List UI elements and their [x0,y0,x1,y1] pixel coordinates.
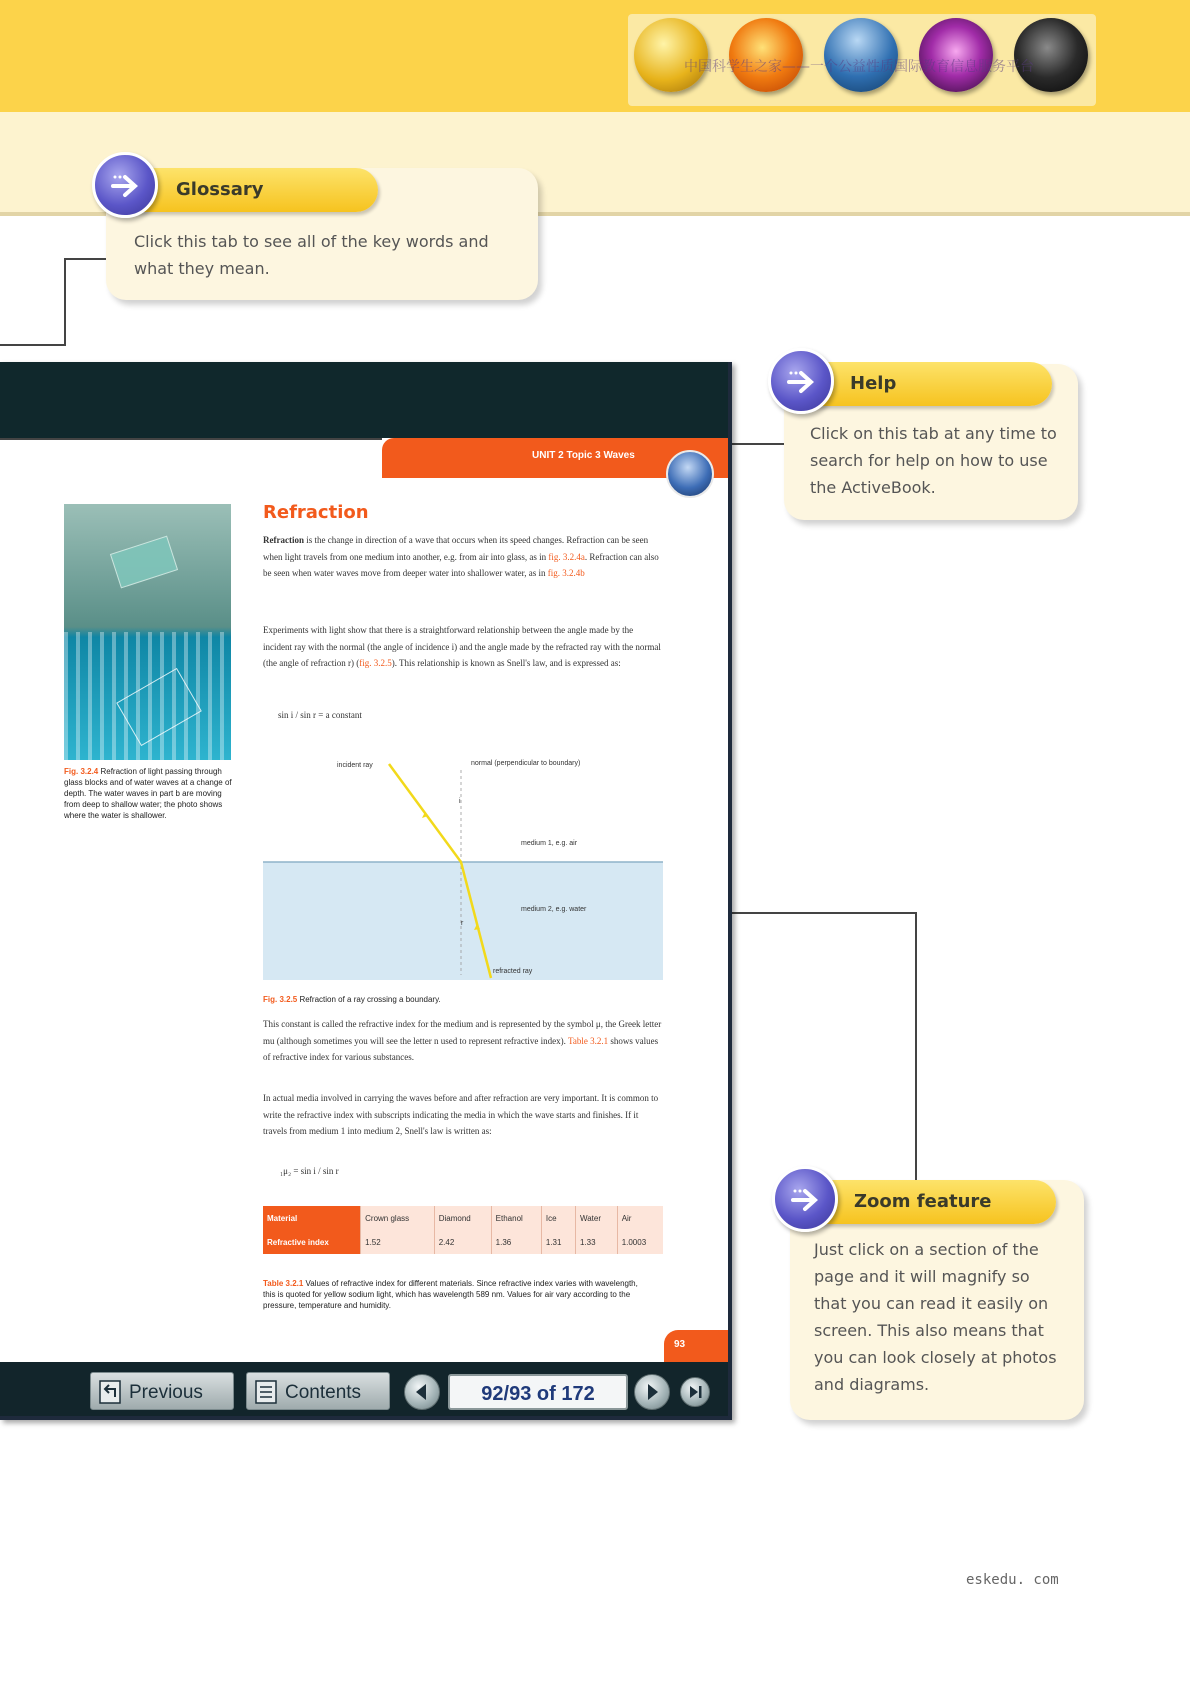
photo-caption [64,766,232,821]
book-toolbar [0,362,732,438]
table-cell: 1.52 [361,1230,435,1254]
diagram-graphic [263,750,663,990]
paragraph-text: . Refraction can also be seen when water waves move from deeper water into shallower water, as in [263,551,659,578]
table-link[interactable]: Table 3.2.1 [568,1035,609,1046]
unit-label: UNIT 2 Topic 3 Waves [532,450,635,461]
topic-image-4 [919,18,993,92]
paragraph-2[interactable] [263,622,663,672]
photo-caption-text: Refraction of light passing through glass blocks and of water waves at a change of depth. The water waves in part b are moving from deep to shallow water; the photo shows where the water is shallower. [64,767,232,820]
diagram-label: incident ray [337,762,373,769]
glossary-tab[interactable] [130,168,378,212]
refractive-index-formula: ₁μ₂ = sin i / sin r [280,1166,339,1176]
diagram-label: medium 1, e.g. air [521,840,578,847]
diagram-label: i [459,798,461,805]
table-header: Material [263,1206,361,1230]
figure-link[interactable]: fig. 3.2.4a [548,551,585,562]
figure-link[interactable]: fig. 3.2.4b [547,568,585,578]
table-cell: 1.36 [491,1230,541,1254]
refraction-photo[interactable] [64,504,231,760]
diagram-label: normal (perpendicular to boundary) [471,760,581,767]
table-caption [263,1278,643,1311]
navigation-bar [0,1362,732,1420]
table-cell: Air [617,1206,663,1230]
diagram-label: r [461,920,464,927]
previous-label: Previous [129,1382,203,1403]
paragraph-text: shows values of refractive index for various substances. [263,1035,659,1062]
figure-link[interactable]: fig. 3.2.5 [359,658,392,668]
diagram-label: medium 2, e.g. water [521,906,587,913]
connector-line [915,912,917,1180]
zoom-description: Just click on a section of the page and it will magnify so that you can read it easily on screen. This also means that you can look closely at photos and diagrams. [814,1240,1057,1394]
table-cell: 1.33 [575,1230,617,1254]
table-row [263,1206,663,1230]
refractive-index-table[interactable] [263,1206,663,1254]
paragraph-text: is the change in direction of a wave that occurs when its speed changes. Refraction can be seen when light travels from one medium into another, e.g. from air into glass, as in [263,535,649,562]
paragraph-text: In actual media involved in carrying the waves before and after refraction are very important. It is common to write the refractive index with subscripts indicating the media in which the wave starts and finishes. If it travels from medium 1 into medium 2, Snell's law is written as: [263,1093,659,1136]
diagram-caption-text: Refraction of a ray crossing a boundary. [297,995,441,1004]
contents-label: Contents [285,1382,362,1403]
zoom-arrow-icon[interactable] [772,1166,838,1232]
paragraph-text: ). This relationship is known as Snell's law, and is expressed as: [391,658,621,668]
glossary-arrow-icon[interactable] [92,152,158,218]
page-number: 93 [674,1339,686,1350]
contents-icon [255,1380,277,1404]
connector-line [0,344,66,346]
table-cell: 1.0003 [617,1230,663,1254]
activebook-window [0,362,732,1420]
table-cell: 2.42 [434,1230,491,1254]
skip-end-icon [681,1378,709,1406]
last-page-button[interactable] [680,1377,710,1407]
topic-image-2 [729,18,803,92]
table-caption-label: Table 3.2.1 [263,1279,304,1288]
paragraph-text: This constant is called the refractive index for the medium and is represented by the symbol μ, the Greek letter mu (although sometimes you will see the letter n used to represent refractive index). [263,1019,662,1046]
photo-caption-label: Fig. 3.2.4 [64,767,99,776]
diagram-caption [263,994,663,1005]
contents-button[interactable] [246,1372,390,1410]
refraction-diagram[interactable] [263,750,663,990]
table-cell: Water [575,1206,617,1230]
table-caption-text: Values of refractive index for different materials. Since refractive index varies with wavelength, this is quoted for yellow sodium light, which has wavelength 589 nm. Values for air vary according to the pressure, temperature and humidity. [263,1279,638,1310]
chevron-right-icon [635,1375,669,1409]
table-cell: 1.31 [541,1230,575,1254]
table-header: Refractive index [263,1230,361,1254]
topic-image-3 [824,18,898,92]
back-arrow-icon [99,1380,121,1404]
table-cell: Diamond [434,1206,491,1230]
snells-law-formula: sin i / sin r = a constant [278,710,362,720]
paragraph-1[interactable] [263,532,663,582]
help-tab[interactable] [800,362,1052,406]
table-cell: Crown glass [361,1206,435,1230]
diagram-caption-label: Fig. 3.2.5 [263,995,298,1004]
table-cell: Ethanol [491,1206,541,1230]
section-title: Refraction [263,502,369,523]
paragraph-4[interactable] [263,1090,663,1140]
chevron-left-icon [405,1375,439,1409]
term-refraction: Refraction [263,535,304,545]
previous-page-button[interactable] [404,1374,440,1410]
topic-image-5 [1014,18,1088,92]
page-number-tab [664,1330,732,1362]
glass-block-image [110,536,178,589]
page-indicator-text: 92/93 of 172 [481,1383,595,1405]
connector-line [64,258,66,346]
glossary-description: Click this tab to see all of the key words and what they mean. [134,232,489,278]
topic-image-1 [634,18,708,92]
watermark-text: 中国科学生之家——一个公益性质国际教育信息服务平台 [684,59,1034,75]
paragraph-text: Experiments with light show that there is a straightforward relationship between the angle made by the incident ray with the normal (the angle of incidence i) and the angle made by the refracted ray with the normal (the angle of refraction r) ( [263,625,661,668]
paragraph-3[interactable] [263,1016,663,1066]
globe-icon [666,450,714,498]
zoom-title: Zoom feature [854,1191,992,1212]
table-cell: Ice [541,1206,575,1230]
diagram-label: refracted ray [493,968,533,975]
connector-line [64,258,106,260]
help-description: Click on this tab at any time to search for help on how to use the ActiveBook. [810,424,1057,497]
footer-url: eskedu. com [966,1572,1059,1588]
next-page-button[interactable] [634,1374,670,1410]
table-row [263,1230,663,1254]
zoom-tab[interactable] [806,1180,1056,1224]
previous-button[interactable] [90,1372,234,1410]
help-title: Help [850,373,897,394]
glossary-title: Glossary [176,179,264,200]
divider [0,438,382,440]
page-indicator[interactable] [448,1374,628,1410]
help-arrow-icon[interactable] [768,348,834,414]
